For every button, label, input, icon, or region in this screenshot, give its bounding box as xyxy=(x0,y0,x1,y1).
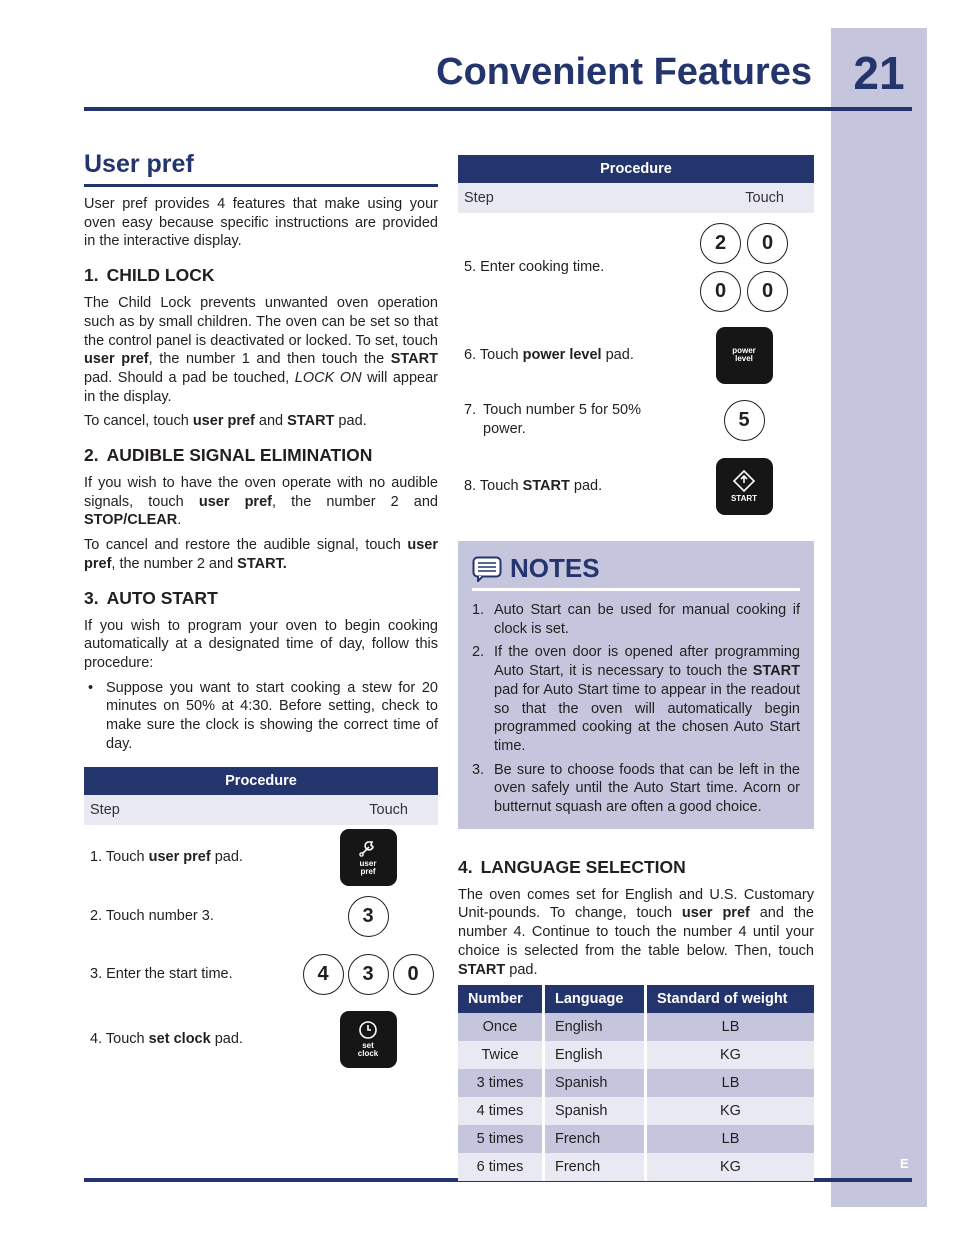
column-header: Number xyxy=(458,985,545,1013)
audible-signal-heading xyxy=(84,445,438,466)
list-item xyxy=(472,643,800,755)
number-key[interactable]: 3 xyxy=(348,954,389,995)
step-text xyxy=(458,477,668,496)
bold-run: user pref xyxy=(192,413,255,430)
text-run: pad. Should a pad be touched, xyxy=(84,369,295,386)
step-number: 7. xyxy=(464,402,477,419)
step-number: 5. xyxy=(464,258,477,275)
right-column xyxy=(458,155,814,1181)
touch-keys xyxy=(298,1011,438,1068)
step-text xyxy=(84,1030,294,1049)
key-label-line: level xyxy=(735,354,753,363)
left-column xyxy=(84,150,438,1073)
page-title: Convenient Features xyxy=(436,51,812,93)
child-lock-heading xyxy=(84,265,438,286)
language-selection-paragraph xyxy=(458,886,814,980)
table-cell: 6 times xyxy=(458,1153,545,1181)
step-number: 1. xyxy=(90,849,103,866)
text-run: To cancel and restore the audible signal, touch xyxy=(84,537,408,554)
bold-run: START xyxy=(287,413,335,430)
text-run: and the number 4. Continue to touch the number 4 until your choice is selected from the table below. Then, touch xyxy=(458,905,814,959)
text-run: Be sure to choose foods that can be left in the oven safely until the Auto Start time. Acorn or butternut squash are often a good choice. xyxy=(494,761,800,816)
power-level-key[interactable] xyxy=(716,327,773,384)
clock-icon xyxy=(358,1020,378,1040)
notes-icon xyxy=(472,556,502,582)
section-title: User pref xyxy=(84,150,438,187)
text-run: To cancel, touch xyxy=(84,413,193,430)
procedure-header: Procedure xyxy=(458,155,814,183)
child-lock-paragraph xyxy=(84,294,438,406)
text-run: , the number 2 and xyxy=(111,555,238,572)
heading-number: 4. xyxy=(458,856,473,877)
key-label-line: clock xyxy=(357,1049,379,1059)
bold-run: set clock xyxy=(148,1031,211,1048)
text-run: pad. xyxy=(601,346,634,363)
table-row xyxy=(458,1153,814,1181)
procedure-row xyxy=(458,389,814,451)
heading-text: AUDIBLE SIGNAL ELIMINATION xyxy=(106,445,373,466)
table-cell: Once xyxy=(458,1013,545,1041)
column-header: Language xyxy=(545,985,647,1013)
audible-signal-paragraph xyxy=(84,474,438,530)
touch-keys xyxy=(674,400,814,441)
procedure-row xyxy=(458,321,814,389)
table-cell: 4 times xyxy=(458,1097,545,1125)
procedure-subheader xyxy=(458,183,814,213)
touch-keys xyxy=(674,458,814,515)
step-column-label: Step xyxy=(464,190,494,206)
procedure-subheader xyxy=(84,795,438,825)
touch-column-label: Touch xyxy=(745,190,784,206)
wrench-icon xyxy=(357,838,379,858)
heading-number: 3. xyxy=(84,587,99,608)
step-text xyxy=(458,258,668,277)
touch-column-label: Touch xyxy=(369,802,408,819)
table-cell: LB xyxy=(647,1069,814,1097)
heading-text: LANGUAGE SELECTION xyxy=(480,856,686,877)
bold-run: START xyxy=(458,961,506,978)
touch-keys xyxy=(298,829,438,886)
number-key[interactable]: 0 xyxy=(700,271,741,312)
table-cell: English xyxy=(545,1013,647,1041)
text-run: Touch xyxy=(105,1031,149,1048)
bold-run: START xyxy=(752,663,800,680)
bold-run: power level xyxy=(522,346,602,363)
notes-title: NOTES xyxy=(510,553,600,583)
list-item xyxy=(472,601,800,638)
table-row xyxy=(458,1097,814,1125)
header-rule xyxy=(84,107,912,111)
text-run: pad for Auto Start time to appear in the readout so that the oven will automatically begin programmed cooking at the chosen Auto Start time. xyxy=(494,681,800,754)
page-number: 21 xyxy=(853,47,905,99)
table-cell: KG xyxy=(647,1153,814,1181)
bold-run: user pref xyxy=(198,493,272,510)
text-run: Touch xyxy=(479,346,523,363)
text-run: Touch number 5 for 50% power. xyxy=(483,402,641,437)
child-lock-cancel-paragraph xyxy=(84,412,438,431)
text-run: pad. xyxy=(569,477,603,494)
step-number: 3. xyxy=(90,966,103,983)
table-row xyxy=(458,1013,814,1041)
key-label-line: pref xyxy=(360,867,376,877)
user-pref-key[interactable] xyxy=(340,829,397,886)
number-key[interactable]: 4 xyxy=(303,954,344,995)
procedure-table-left xyxy=(84,767,438,1073)
column-header: Standard of weight xyxy=(647,985,814,1013)
bold-run: STOP/CLEAR xyxy=(84,512,178,529)
heading-text: CHILD LOCK xyxy=(106,265,215,286)
table-cell: English xyxy=(545,1041,647,1069)
table-cell: 3 times xyxy=(458,1069,545,1097)
number-key[interactable]: 0 xyxy=(747,223,788,264)
text-run: Enter cooking time. xyxy=(480,258,605,275)
heading-text: AUTO START xyxy=(106,587,218,608)
step-number: 6. xyxy=(464,346,477,363)
table-row xyxy=(458,1069,814,1097)
italic-run: LOCK ON xyxy=(294,369,362,386)
table-cell: 5 times xyxy=(458,1125,545,1153)
text-run: Touch xyxy=(479,477,523,494)
text-run: Touch xyxy=(105,849,149,866)
text-run: and xyxy=(254,413,288,430)
table-cell: LB xyxy=(647,1125,814,1153)
step-text xyxy=(84,965,294,984)
number-key[interactable]: 0 xyxy=(747,271,788,312)
number-key[interactable]: 5 xyxy=(724,400,765,441)
table-cell: LB xyxy=(647,1013,814,1041)
auto-start-heading xyxy=(84,588,438,609)
text-run: pad. xyxy=(505,961,538,978)
heading-number: 1. xyxy=(84,265,99,286)
bold-run: user pref xyxy=(84,537,438,572)
step-text xyxy=(458,401,668,438)
procedure-row xyxy=(84,943,438,1005)
bold-run: user pref xyxy=(84,351,149,368)
step-number: 2. xyxy=(90,908,103,925)
text-run: will appear in the display. xyxy=(84,369,439,405)
touch-keys xyxy=(674,327,814,384)
table-cell: KG xyxy=(647,1041,814,1069)
text-run: , the number 1 and then touch the xyxy=(148,351,391,368)
text-run: pad. xyxy=(210,1031,243,1048)
text-run: , the number 2 and xyxy=(271,493,438,510)
touch-keys xyxy=(298,896,438,937)
bold-run: START xyxy=(390,351,438,368)
text-run: If you wish to have the oven operate with no audible signals, touch xyxy=(84,475,438,510)
intro-paragraph: User pref provides 4 features that make using your oven easy because specific instructions are provided in the interactive display. xyxy=(84,196,438,250)
note-number: 2. xyxy=(472,644,485,661)
bold-run: user pref xyxy=(148,849,211,866)
bold-run: user pref xyxy=(681,905,750,922)
key-label-line: set xyxy=(362,1041,374,1051)
heading-number: 2. xyxy=(84,445,99,466)
procedure-row xyxy=(458,451,814,521)
text-run: pad. xyxy=(334,413,367,430)
procedure-table-right xyxy=(458,155,814,521)
text-run: The Child Lock prevents unwanted oven operation such as by small children. The oven can be set so that the control panel is deactivated or locked. To set, touch xyxy=(84,295,438,349)
language-mark: E xyxy=(900,1156,909,1171)
start-diamond-icon xyxy=(732,469,756,493)
text-run: Enter the start time. xyxy=(106,966,233,983)
step-text xyxy=(84,907,294,926)
start-key[interactable] xyxy=(716,458,773,515)
bold-run: START. xyxy=(237,555,287,572)
bullet-text: Suppose you want to start cooking a stew for 20 minutes on 50% at 4:30. Before setting, check to make sure the clock is showing the correct time of day. xyxy=(106,679,438,752)
text-run: pad. xyxy=(210,849,243,866)
key-label-line: power xyxy=(732,346,756,355)
step-text xyxy=(84,848,294,867)
step-text xyxy=(458,346,668,365)
text-run: . xyxy=(177,512,182,529)
procedure-row xyxy=(458,213,814,321)
list-item xyxy=(84,679,438,754)
table-row xyxy=(458,1125,814,1153)
step-number: 4. xyxy=(90,1031,103,1048)
bold-run: START xyxy=(522,477,570,494)
audible-signal-restore-paragraph xyxy=(84,536,438,573)
touch-keys xyxy=(696,223,792,312)
text-run: If the oven door is opened after programming Auto Start, it is necessary to touch the xyxy=(494,644,800,680)
procedure-row xyxy=(84,825,438,889)
bullet-dot: • xyxy=(88,679,94,696)
table-cell: Twice xyxy=(458,1041,545,1069)
language-table xyxy=(458,985,814,1181)
procedure-row xyxy=(84,889,438,943)
notes-list xyxy=(472,601,800,817)
number-key[interactable]: 3 xyxy=(348,896,389,937)
language-selection-heading xyxy=(458,857,814,878)
key-label-line: user xyxy=(359,859,377,869)
step-column-label: Step xyxy=(90,802,120,819)
note-number: 3. xyxy=(472,761,485,778)
table-cell: French xyxy=(545,1125,647,1153)
table-cell: Spanish xyxy=(545,1069,647,1097)
table-cell: French xyxy=(545,1153,647,1181)
notes-header xyxy=(472,553,800,591)
notes-box xyxy=(458,541,814,829)
table-cell: Spanish xyxy=(545,1097,647,1125)
side-tab xyxy=(831,28,927,1207)
note-number: 1. xyxy=(472,602,485,618)
text-run: The oven comes set for English and U.S. Customary Unit-pounds. To change, touch xyxy=(458,886,814,922)
number-key[interactable]: 2 xyxy=(700,223,741,264)
procedure-row xyxy=(84,1005,438,1073)
text-run: Auto Start can be used for manual cooking if clock is set. xyxy=(494,602,800,637)
auto-start-paragraph: If you wish to program your oven to begin cooking automatically at a designated time of day, follow this procedure: xyxy=(84,617,438,671)
list-item xyxy=(472,761,800,817)
text-run: Touch number 3. xyxy=(105,908,214,925)
set-clock-key[interactable] xyxy=(340,1011,397,1068)
step-number: 8. xyxy=(464,477,477,494)
table-cell: KG xyxy=(647,1097,814,1125)
number-key[interactable]: 0 xyxy=(393,954,434,995)
touch-keys xyxy=(298,954,438,995)
table-header-row xyxy=(458,985,814,1013)
table-row xyxy=(458,1041,814,1069)
auto-start-bullets xyxy=(84,679,438,754)
procedure-header: Procedure xyxy=(84,767,438,795)
key-label-line: START xyxy=(730,494,758,503)
